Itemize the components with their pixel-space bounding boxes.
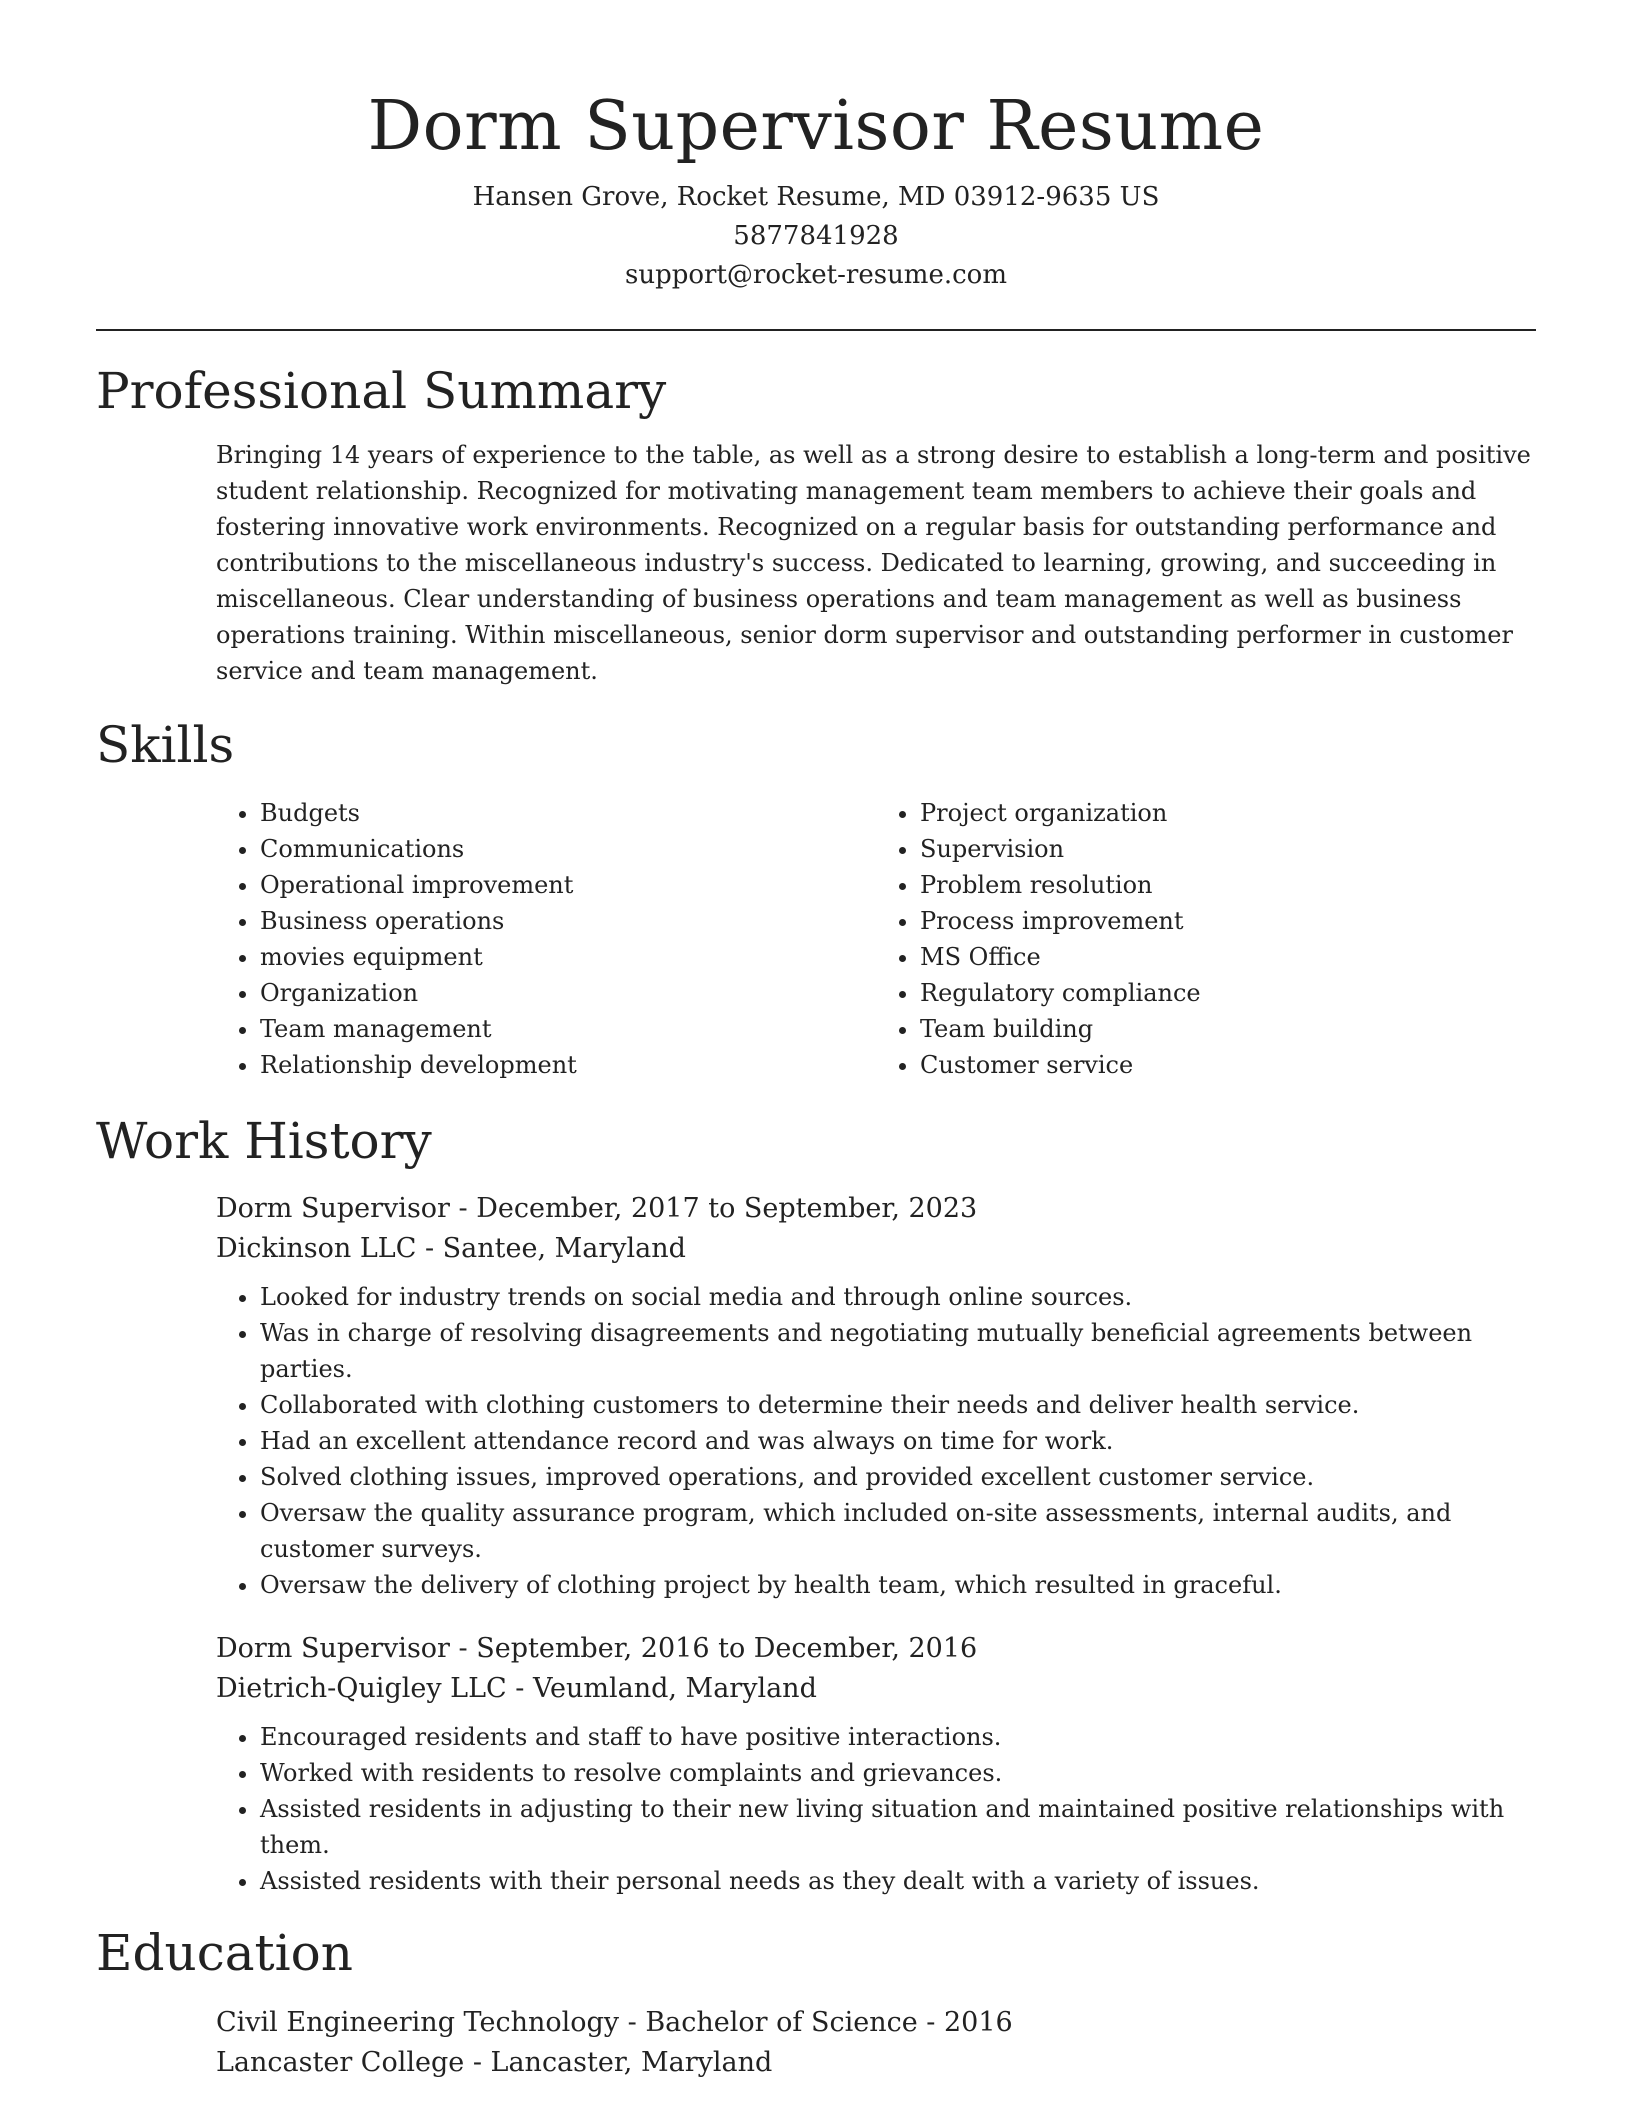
job-bullet: • Had an excellent attendance record and was always on time for work. bbox=[260, 1423, 1536, 1459]
summary-text: Bringing 14 years of experience to the table, as well as a strong desire to establish a long-term and positive student relationship. Recognized for motivating management team members to achieve their goals and fostering innovative work environments. Recognized on a regular basis for outstanding performance and contributions to the miscellaneous industry's success. Dedicated to learning, growing, and succeeding in miscellaneous. Clear understanding of business operations and team management as well as business operations training. Within miscellaneous, senior dorm supervisor and outstanding performer in customer service and team management. bbox=[216, 441, 1531, 685]
skills-right-column bbox=[876, 795, 1536, 1083]
skills-columns bbox=[216, 795, 1536, 1083]
education-entry bbox=[216, 2003, 1536, 2083]
work-history-heading: Work History bbox=[96, 1112, 432, 1170]
job-bullet: • Solved clothing issues, improved operations, and provided excellent customer service. bbox=[260, 1459, 1536, 1495]
education-heading: Education bbox=[96, 1924, 353, 1982]
skill-item: • Budgets bbox=[260, 795, 876, 831]
job-entry bbox=[216, 1629, 1536, 1899]
skill-item: • Organization bbox=[260, 975, 876, 1011]
contact-phone: 5877841928 bbox=[733, 221, 899, 251]
skill-item: • Team management bbox=[260, 1011, 876, 1047]
job-bullet: • Was in charge of resolving disagreements and negotiating mutually beneficial agreements between parties. bbox=[260, 1315, 1536, 1387]
skill-item: • Operational improvement bbox=[260, 867, 876, 903]
job-bullet: • Assisted residents with their personal needs as they dealt with a variety of issues. bbox=[260, 1863, 1536, 1899]
contact-email: support@rocket-resume.com bbox=[624, 260, 1007, 290]
job-title-line: Dorm Supervisor - September, 2016 to December, 2016 bbox=[216, 1633, 978, 1664]
skill-item: • Problem resolution bbox=[920, 867, 1536, 903]
skill-item: • MS Office bbox=[920, 939, 1536, 975]
education-degree-line: Civil Engineering Technology - Bachelor of Science - 2016 bbox=[216, 2007, 1013, 2038]
job-bullet: • Encouraged residents and staff to have positive interactions. bbox=[260, 1719, 1536, 1755]
job-bullets bbox=[216, 1279, 1536, 1603]
job-entry bbox=[216, 1189, 1536, 1603]
resume-title: Dorm Supervisor Resume bbox=[367, 87, 1265, 166]
skill-item: • Team building bbox=[920, 1011, 1536, 1047]
job-bullet: • Worked with residents to resolve complaints and grievances. bbox=[260, 1755, 1536, 1791]
skill-item: • Supervision bbox=[920, 831, 1536, 867]
job-bullet: • Assisted residents in adjusting to their new living situation and maintained positive relationships with them. bbox=[260, 1791, 1536, 1863]
resume-page bbox=[96, 0, 1536, 2083]
contact-block bbox=[96, 178, 1536, 295]
job-bullet: • Oversaw the quality assurance program, which included on-site assessments, internal audits, and customer surveys. bbox=[260, 1495, 1536, 1567]
job-bullet: • Collaborated with clothing customers to determine their needs and deliver health service. bbox=[260, 1387, 1536, 1423]
skill-item: • Project organization bbox=[920, 795, 1536, 831]
skill-item: • Regulatory compliance bbox=[920, 975, 1536, 1011]
skill-item: • Communications bbox=[260, 831, 876, 867]
job-bullet: • Looked for industry trends on social media and through online sources. bbox=[260, 1279, 1536, 1315]
skills-section bbox=[96, 713, 1536, 1083]
skill-item: • movies equipment bbox=[260, 939, 876, 975]
summary-section bbox=[96, 359, 1536, 689]
job-bullet: • Oversaw the delivery of clothing project by health team, which resulted in graceful. bbox=[260, 1567, 1536, 1603]
skill-item: • Business operations bbox=[260, 903, 876, 939]
work-history-section bbox=[96, 1109, 1536, 1899]
skill-item: • Customer service bbox=[920, 1047, 1536, 1083]
job-company-line: Dickinson LLC - Santee, Maryland bbox=[216, 1233, 686, 1264]
job-bullets bbox=[216, 1719, 1536, 1899]
job-title-line: Dorm Supervisor - December, 2017 to September, 2023 bbox=[216, 1193, 978, 1224]
skills-left-column bbox=[216, 795, 876, 1083]
job-company-line: Dietrich-Quigley LLC - Veumland, Maryland bbox=[216, 1673, 817, 1704]
skills-heading: Skills bbox=[96, 716, 235, 774]
header-divider bbox=[96, 329, 1536, 331]
skill-item: • Relationship development bbox=[260, 1047, 876, 1083]
education-school-line: Lancaster College - Lancaster, Maryland bbox=[216, 2047, 773, 2078]
skill-item: • Process improvement bbox=[920, 903, 1536, 939]
contact-address: Hansen Grove, Rocket Resume, MD 03912-9635 US bbox=[472, 182, 1160, 212]
summary-heading: Professional Summary bbox=[96, 362, 667, 420]
education-section bbox=[96, 1921, 1536, 2083]
